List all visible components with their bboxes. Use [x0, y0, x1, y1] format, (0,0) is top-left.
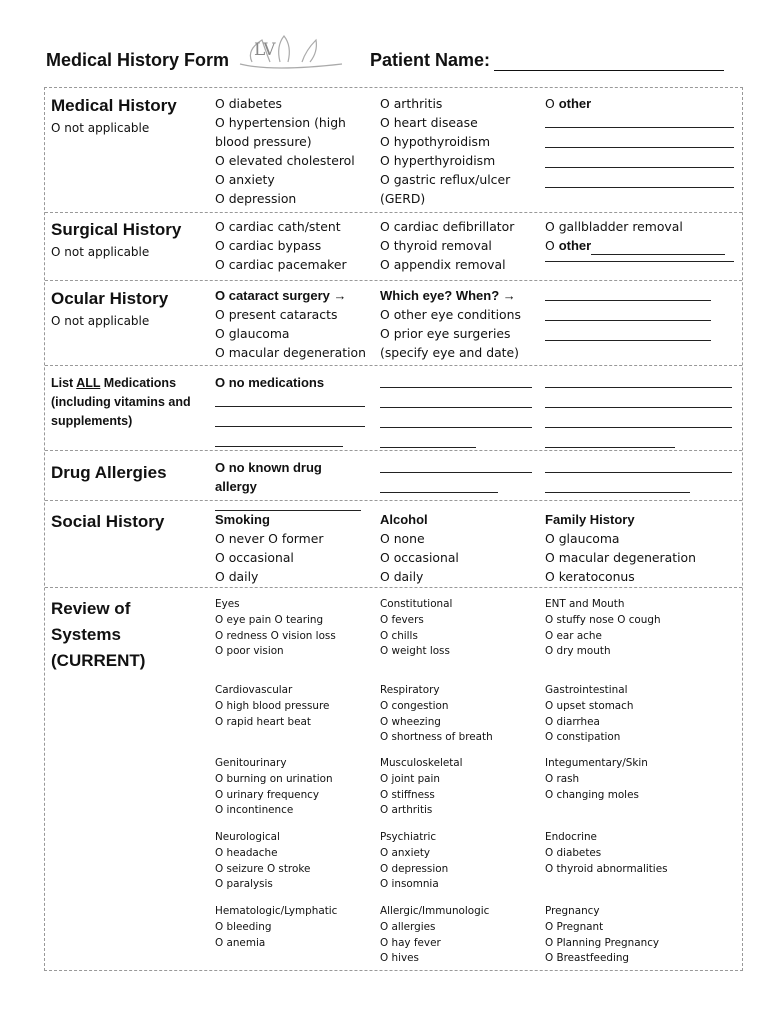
meds-title-prefix: List: [51, 376, 77, 390]
option-daily[interactable]: O daily: [380, 569, 424, 584]
not-applicable-option[interactable]: O not applicable: [51, 245, 150, 259]
option-gerd-cont: (GERD): [380, 191, 426, 206]
not-applicable-option[interactable]: O not applicable: [51, 121, 150, 135]
which-eye-label: Which eye? When? →: [380, 288, 516, 303]
meds-title-suffix: Medications: [100, 376, 177, 390]
blank-line[interactable]: [545, 413, 732, 428]
medications-title-line3: supplements): [51, 414, 133, 428]
ros-option[interactable]: O hay fever: [380, 936, 441, 949]
option-cholesterol[interactable]: O elevated cholesterol: [215, 153, 355, 168]
ros-option[interactable]: O headache: [215, 846, 278, 859]
ros-option[interactable]: O dry mouth: [545, 645, 611, 658]
form-header: [46, 40, 736, 84]
option-thyroid-removal[interactable]: O thyroid removal: [380, 238, 492, 253]
option-other[interactable]: [545, 94, 734, 113]
option-hyperthyroidism[interactable]: O hyperthyroidism: [380, 153, 496, 168]
blank-line[interactable]: [380, 458, 532, 473]
option-cataract-surgery[interactable]: O cataract surgery →: [215, 288, 347, 303]
ros-option[interactable]: O diabetes: [545, 846, 602, 859]
smoking-heading: Smoking: [215, 512, 270, 527]
medications-title-line2: (including vitamins and: [51, 395, 191, 409]
ros-option[interactable]: O diarrhea: [545, 715, 600, 728]
option-glaucoma[interactable]: O glaucoma: [215, 326, 290, 341]
meds-col1: [215, 373, 365, 452]
not-applicable-option[interactable]: O not applicable: [51, 314, 150, 328]
ros-option[interactable]: O paralysis: [215, 878, 273, 891]
medical-col2: [380, 94, 510, 208]
surgical-col3: [545, 217, 734, 267]
ros-option[interactable]: O insomnia: [380, 878, 439, 891]
ros-option[interactable]: O rash: [545, 772, 580, 785]
section-title: Social History: [51, 512, 165, 531]
option-anxiety[interactable]: O anxiety: [215, 172, 275, 187]
section-title: Surgical History: [51, 220, 182, 239]
blank-line[interactable]: [545, 433, 675, 448]
allergies-col2: [380, 458, 532, 498]
option-cardiac-bypass[interactable]: O cardiac bypass: [215, 238, 322, 253]
ros-option[interactable]: O bleeding: [215, 920, 272, 933]
blank-line[interactable]: [545, 458, 732, 473]
ros-option[interactable]: O poor vision: [215, 645, 284, 658]
lotus-icon: [232, 32, 352, 72]
blank-line[interactable]: [545, 286, 711, 301]
logo-text: LV: [254, 40, 276, 60]
option-none[interactable]: O none: [380, 531, 425, 546]
ros-option[interactable]: O stuffy nose O cough: [545, 613, 661, 626]
smoking-col: [215, 510, 323, 586]
option-no-known-drug-allergy[interactable]: O no known drug allergy: [215, 460, 322, 494]
ros-heading: Psychiatric: [380, 831, 437, 843]
section-medications: [45, 365, 742, 451]
option-hypothyroidism[interactable]: O hypothyroidism: [380, 134, 491, 149]
ros-group-neurological: [215, 830, 310, 893]
option-heart-disease[interactable]: O heart disease: [380, 115, 478, 130]
option-cardiac-pacemaker[interactable]: O cardiac pacemaker: [215, 257, 347, 272]
option-depression[interactable]: O depression: [215, 191, 297, 206]
ros-option[interactable]: O changing moles: [545, 788, 639, 801]
option-daily[interactable]: O daily: [215, 569, 259, 584]
surgical-col1: [215, 217, 347, 274]
medical-col1: [215, 94, 355, 208]
ros-heading: Integumentary/Skin: [545, 757, 648, 769]
ros-heading: Pregnancy: [545, 905, 600, 917]
option-occasional[interactable]: O occasional: [380, 550, 459, 565]
blank-line[interactable]: [545, 133, 734, 148]
ros-option[interactable]: O allergies: [380, 920, 436, 933]
option-arthritis[interactable]: O arthritis: [380, 96, 443, 111]
ros-group-allergic: [380, 904, 489, 967]
ros-option[interactable]: O joint pain: [380, 772, 441, 785]
ros-option[interactable]: O Planning Pregnancy: [545, 936, 660, 949]
ros-option[interactable]: O weight loss: [380, 645, 450, 658]
other-prefix: O: [545, 96, 559, 111]
ros-option[interactable]: O stiffness: [380, 788, 435, 801]
option-hypertension[interactable]: O hypertension (high: [215, 115, 346, 130]
ros-group-ent-mouth: [545, 597, 661, 660]
ros-heading: Cardiovascular: [215, 684, 293, 696]
option-hypertension-cont: blood pressure): [215, 134, 312, 149]
section-medical-history: [45, 88, 742, 213]
option-cardiac-cath[interactable]: O cardiac cath/stent: [215, 219, 341, 234]
other-label: other: [558, 238, 592, 253]
option-never-former[interactable]: O never O former: [215, 531, 324, 546]
section-drug-allergies: [45, 450, 742, 501]
ros-option[interactable]: O arthritis: [380, 804, 433, 817]
blank-line[interactable]: [215, 432, 343, 447]
ros-option[interactable]: O hives: [380, 952, 419, 965]
ros-option[interactable]: O wheezing: [380, 715, 441, 728]
ros-heading: Allergic/Immunologic: [380, 905, 490, 917]
ros-option[interactable]: O urinary frequency: [215, 788, 320, 801]
option-diabetes[interactable]: O diabetes: [215, 96, 283, 111]
ros-option[interactable]: O incontinence: [215, 804, 294, 817]
ros-group-psychiatric: [380, 830, 448, 893]
blank-line[interactable]: [545, 306, 711, 321]
section-surgical-history: [45, 212, 742, 281]
ros-option[interactable]: O high blood pressure: [215, 699, 330, 712]
blank-line[interactable]: [545, 326, 711, 341]
ros-group-musculoskeletal: [380, 756, 463, 819]
section-title: Drug Allergies: [51, 463, 167, 482]
medical-col3: [545, 94, 734, 193]
ros-heading: Endocrine: [545, 831, 597, 843]
specify-note: (specify eye and date): [380, 345, 519, 360]
blank-line[interactable]: [591, 241, 725, 255]
blank-line[interactable]: [545, 113, 734, 128]
ros-heading: ENT and Mouth: [545, 598, 625, 610]
ros-heading: Eyes: [215, 598, 240, 610]
option-no-medications[interactable]: O no medications: [215, 375, 325, 390]
option-other[interactable]: [545, 236, 734, 255]
blank-line[interactable]: [380, 478, 498, 493]
ros-option[interactable]: O Pregnant: [545, 920, 604, 933]
option-macular-degeneration[interactable]: O macular degeneration: [545, 550, 696, 565]
ros-option[interactable]: O constipation: [545, 731, 621, 744]
blank-line[interactable]: [545, 478, 690, 493]
section-review-of-systems: [45, 587, 742, 970]
option-glaucoma[interactable]: O glaucoma: [545, 531, 620, 546]
ros-title: [51, 596, 145, 674]
medical-history-form: [44, 87, 743, 971]
blank-line[interactable]: [545, 153, 734, 168]
blank-line[interactable]: [545, 173, 734, 188]
option-macular-degeneration[interactable]: O macular degeneration: [215, 345, 366, 360]
ros-group-respiratory: [380, 683, 493, 746]
meds-title-all: ALL: [76, 376, 101, 390]
ros-option[interactable]: O Breastfeeding: [545, 952, 630, 965]
ros-group-pregnancy: [545, 904, 659, 967]
option-occasional[interactable]: O occasional: [215, 550, 294, 565]
section-ocular-history: [45, 280, 742, 366]
ros-option[interactable]: O burning on urination: [215, 772, 333, 785]
blank-line[interactable]: [380, 433, 476, 448]
meds-col3: [545, 373, 732, 453]
blank-line[interactable]: [545, 255, 734, 262]
ros-option[interactable]: O redness O vision loss: [215, 629, 336, 642]
ros-option[interactable]: O anemia: [215, 936, 266, 949]
ros-option[interactable]: O seizure O stroke: [215, 862, 311, 875]
blank-line[interactable]: [545, 393, 732, 408]
meds-col2: [380, 373, 532, 453]
option-keratoconus[interactable]: O keratoconus: [545, 569, 635, 584]
option-gallbladder-removal[interactable]: O gallbladder removal: [545, 219, 683, 234]
ros-group-constitutional: [380, 597, 452, 660]
ros-heading: Hematologic/Lymphatic: [215, 905, 338, 917]
ros-group-cardiovascular: [215, 683, 329, 730]
ros-group-hematologic: [215, 904, 337, 951]
ros-option[interactable]: O congestion: [380, 699, 449, 712]
blank-line[interactable]: [545, 373, 732, 388]
ros-option[interactable]: O thyroid abnormalities: [545, 862, 668, 875]
lotus-logo: [232, 32, 352, 72]
other-label: other: [558, 96, 592, 111]
option-present-cataracts[interactable]: O present cataracts: [215, 307, 338, 322]
ros-option[interactable]: O fevers: [380, 613, 424, 626]
ros-group-integumentary: [545, 756, 648, 803]
ros-option[interactable]: O depression: [380, 862, 449, 875]
ros-group-gastrointestinal: [545, 683, 633, 746]
patient-name-label: [370, 50, 724, 71]
ros-title-line2: Systems: [51, 625, 121, 644]
medications-title: [51, 374, 191, 431]
patient-name-field[interactable]: [494, 52, 724, 71]
ros-heading: Respiratory: [380, 684, 440, 696]
alcohol-col: [380, 510, 459, 586]
ros-title-line1: Review of: [51, 599, 131, 618]
option-prior-eye-surgeries[interactable]: O prior eye surgeries: [380, 326, 511, 341]
blank-line[interactable]: [215, 392, 365, 407]
ros-option[interactable]: O shortness of breath: [380, 731, 493, 744]
family-history-heading: Family History: [545, 512, 635, 527]
ros-option[interactable]: O rapid heart beat: [215, 715, 311, 728]
ros-option[interactable]: O chills: [380, 629, 418, 642]
option-appendix-removal[interactable]: O appendix removal: [380, 257, 506, 272]
ros-heading: Musculoskeletal: [380, 757, 463, 769]
family-history-col: [545, 510, 696, 586]
section-social-history: [45, 500, 742, 588]
ros-heading: Constitutional: [380, 598, 453, 610]
ros-title-line3: (CURRENT): [51, 651, 146, 670]
other-prefix: O: [545, 238, 559, 253]
section-title: Medical History: [51, 96, 177, 115]
form-title: Medical History Form: [46, 50, 230, 70]
surgical-col2: [380, 217, 514, 274]
ocular-col3: [545, 286, 711, 346]
option-gerd[interactable]: O gastric reflux/ulcer: [380, 172, 511, 187]
blank-line[interactable]: [380, 393, 532, 408]
alcohol-heading: Alcohol: [380, 512, 428, 527]
section-title: Ocular History: [51, 289, 169, 308]
ros-group-genitourinary: [215, 756, 333, 819]
ocular-col1: [215, 286, 366, 362]
allergies-col3: [545, 458, 732, 498]
ros-option[interactable]: O anxiety: [380, 846, 431, 859]
ros-heading: Gastrointestinal: [545, 684, 628, 696]
blank-line[interactable]: [380, 373, 532, 388]
blank-line[interactable]: [215, 412, 365, 427]
ros-group-endocrine: [545, 830, 668, 877]
ros-heading: Neurological: [215, 831, 280, 843]
ros-group-eyes: [215, 597, 336, 660]
ros-option[interactable]: O ear ache: [545, 629, 602, 642]
blank-line[interactable]: [380, 413, 532, 428]
option-other-eye-conditions[interactable]: O other eye conditions: [380, 307, 521, 322]
ros-option[interactable]: O eye pain O tearing: [215, 613, 324, 626]
medications-title-line1: [51, 374, 191, 393]
ros-heading: Genitourinary: [215, 757, 287, 769]
ocular-col2: [380, 286, 521, 362]
patient-label-text: Patient Name:: [370, 50, 491, 70]
option-defibrillator[interactable]: O cardiac defibrillator: [380, 219, 515, 234]
ros-option[interactable]: O upset stomach: [545, 699, 634, 712]
